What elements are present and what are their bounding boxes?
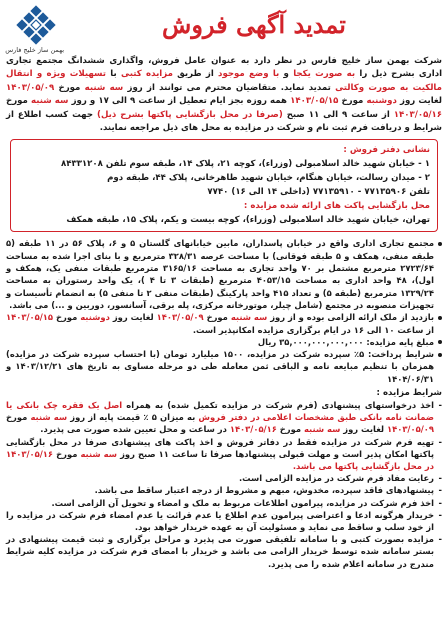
property-details [6, 237, 442, 385]
payment-terms: شرایط پرداخت: ۵٪ سپرده شرکت در مزایده، ۱۵۰۰ میلیارد تومان (با احتساب سپرده شرکت در مزایده) همزمان با تنظیم مبایعه نامه و الباقی ثمن معامله طی دو مرحله مساوی به تاریخ های ۱۴۰۳/۱۲/۲۱ و ۱۴۰۴/۰۶/۳۱ [6, 348, 442, 385]
ad-title: تمدید آگهی فروش [162, 10, 346, 39]
address-box [10, 139, 438, 232]
condition-item: - تهیه فرم شرکت در مزایده فقط در دفاتر فروش و اخذ پاکت های پیشنهادی صرفا در محل بازگشایی پاکتها امکان پذیر است و مهلت قبولی پیشنهادها صرفا تا ساعت ۱۱ صبح روز سه شنبه مورخ ۱۴۰۳/۰۵/۱۶ در محل بازگشایی پاکتها می باشد. [6, 436, 442, 473]
conditions-list [6, 399, 442, 570]
address-line-2: ۲ - میدان رسالت، خیابان هنگام، خیابان شهید طاهرخانی، پلاک ۴۴، طبقه دوم [107, 173, 430, 184]
conditions-title: شرایط مزایده : [376, 388, 442, 398]
bank-grid-logo-icon [16, 5, 56, 45]
visit-schedule: بازدید از ملک ارائه الزامی بوده و از روز سه شنبه مورخ ۱۴۰۳/۰۵/۰۹ لغایت روز دوشنبه مورخ ۱۴۰۳/۰۵/۱۵ از ساعت ۱۰ الی ۱۶ در ایام برگزاری مزایده امکانپذیر است. [6, 311, 442, 336]
base-price: مبلغ پایه مزایده: ۳۵,۰۰۰,۰۰۰,۰۰۰,۰۰۰ ریال [6, 336, 442, 348]
opening-place-address: تهران، خیابان شهید خالد اسلامبولی (وزراء)، کوچه بیست و یکم، پلاک ۱۵، طبقه همکف [66, 215, 430, 226]
condition-item: - خریدار هرگونه ادعا و اعتراضی پیرامون عدم اطلاع یا عدم قرائت یا عدم امضاء فرم شرکت در مزایده را از خود سلب و ساقط می نماید و مسئولیت آن به عهده خریدار خواهد بود. [6, 509, 442, 533]
address-line-1: ۱ - خیابان شهید خالد اسلامبولی (وزراء)، کوچه ۲۱، پلاک ۱۴، طبقه سوم تلفن ۸۴۳۳۱۲۰۸ [60, 159, 430, 170]
condition-item: - اخذ درخواستهای پیشنهادی (فرم شرکت در مزایده تکمیل شده) به همراه اصل یک فقره چک بانکی یا ضمانت نامه بانکی طبق مشخصات اعلامی در دفتر فروش به میزان ۵ ٪ قیمت پایه از روز سه شنبه مورخ ۱۴۰۳/۰۵/۰۹ لغایت روز سه شنبه مورخ ۱۴۰۳/۰۵/۱۶ در ساعت و محل تعیین شده صورت می پذیرد. [6, 399, 442, 436]
intro-paragraph: شرکت بهمن ساز خلیج فارس در نظر دارد به عنوان عامل فروش، واگذاری ششدانگ مجتمع تجاری اداری بشرح ذیل را به صورت یکجا و با وضع موجود از طریق مزایده کتبی با تسهیلات ویژه و انتقال مالکیت به صورت وکالتی تمدید نماید. متقاضیان محترم می توانند از روز سه شنبه مورخ ۱۴۰۳/۰۵/۰۹ لغایت روز دوشنبه مورخ ۱۴۰۳/۰۵/۱۵ همه روزه بجز ایام تعطیل از ساعت ۹ الی ۱۷ و روز سه شنبه مورخ ۱۴۰۳/۰۵/۱۶ از ساعت ۹ الی ۱۱ صبح (صرفا در محل بازگشایی پاکتها بشرح ذیل) جهت کسب اطلاع از شرایط و دریافت فرم ثبت نام و شرکت در مزایده به محل های ذیل مراجعه نمایند. [6, 56, 443, 134]
address-heading: نشانی دفتر فروش : [343, 145, 430, 156]
condition-item: - مزایده بصورت کتبی و با سامانه تلفیقی صورت می پذیرد و مراحل برگزاری و ثبت قیمت پیشنهادی در بستر سامانه شده توسط خریدار الزامی می باشد و خریدار با امضای فرم شرکت در مزایده کلیه شرایط مندرج در سامانه اعلام شده را می پذیرد. [6, 533, 442, 570]
opening-place-heading: محل بازگشایی پاکت های ارائه شده مزایده : [243, 201, 430, 212]
condition-item: - پیشنهادهای فاقد سپرده، مخدوش، مبهم و مشروط از درجه اعتبار ساقط می باشد. [6, 484, 442, 496]
condition-item: - اخذ فرم شرکت در مزایده، پیرامون اطلاعات مربوط به ملک و امضاء و تحویل آن الزامی است. [6, 497, 442, 509]
condition-item: - رعایت مفاد فرم شرکت در مزایده الزامی است. [6, 472, 442, 484]
ad-header [6, 3, 442, 53]
address-line-3: تلفن ۷۷۱۳۵۹۰۶ - ۷۷۱۳۵۹۱۰ (داخلی ۱۴ الی ۱۶) ۷۷۴۰ [207, 187, 430, 198]
logo-caption: بهمن ساز خلیج فارس [5, 46, 64, 54]
company-logo [5, 5, 64, 54]
property-description: مجتمع تجاری اداری واقع در خیابان پاسداران، مابین خیابانهای گلستان ۵ و ۶، پلاک ۵۶ در ۱۱ طبقه (۵ طبقه منفی، همکف و ۵ طبقه فوقانی) با مساحت عرصه ۳۲۸/۳۱ مترمربع و با بنای اجرا شده به مساحت ۲۷۲۳/۶۴ مترمربع مشتمل بر ۷۰ واحد تجاری به مساحت ۳۱۶۵/۱۶ مترمربع طبقات منفی یک، همکف و اول)، ۴۸ واحد اداری به مساحت ۴۰۵۳/۱۵ مترمربع (طبقات ۳ تا ۴ )، یک واحد رستوران به مساحت ۱۳۲۹/۲۴ مترمربع (طبقه ۵) و تعداد ۴۱۵ واحد پارکینگ (طبقات منفی ۲ تا منفی ۵) به انضمام تأسیسات و تجهیزات منصوبه در مجتمع (شامل چیلر، موتورخانه مرکزی، پله برقی، آسانسور، دوربین و ...) می باشد. [6, 237, 442, 311]
